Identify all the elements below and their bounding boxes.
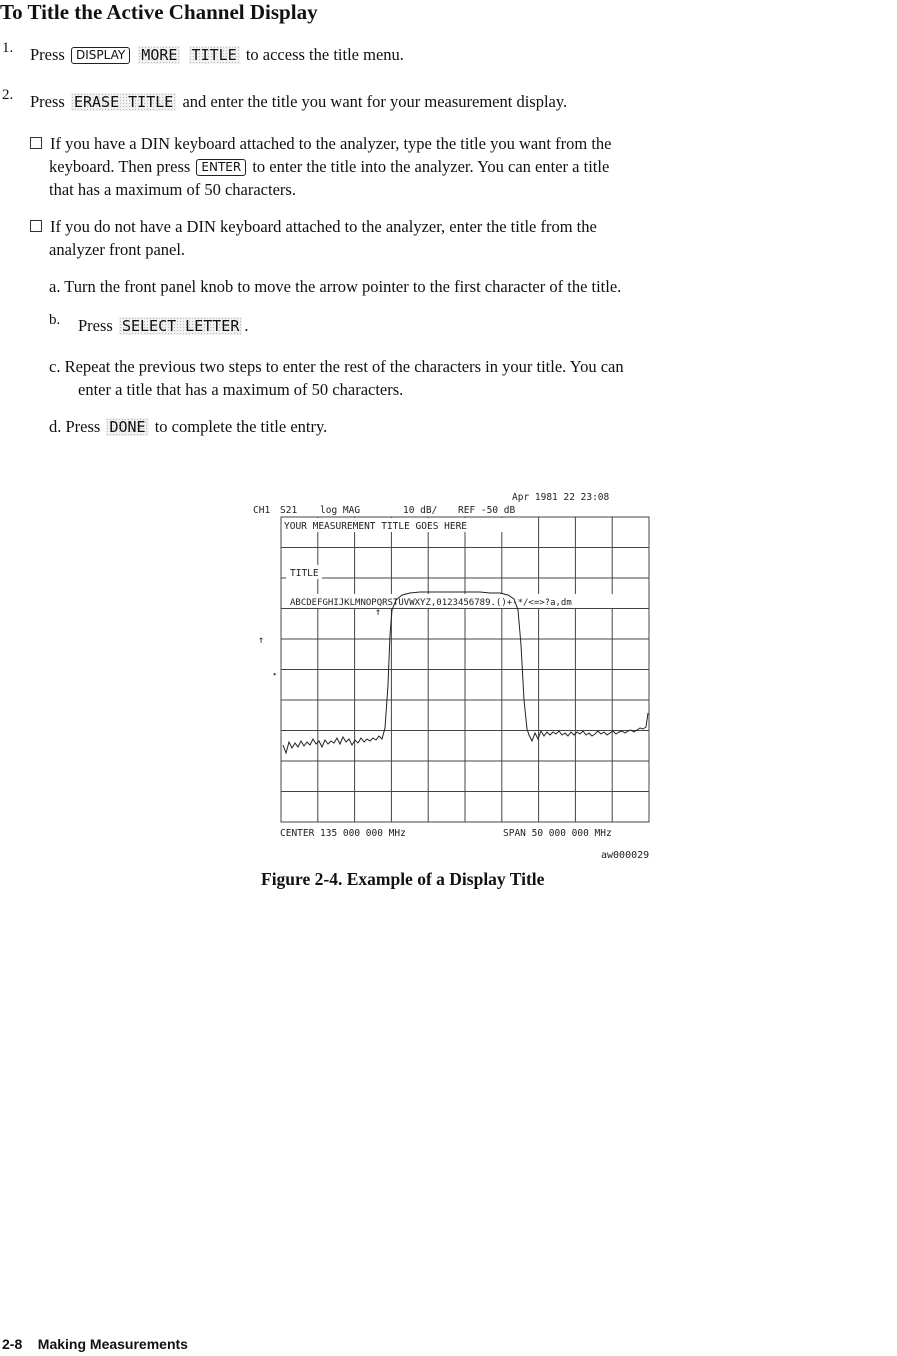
select-letter-softkey: SELECT LETTER xyxy=(119,317,242,335)
bullet-1-line-3: that has a maximum of 50 characters. xyxy=(49,180,296,199)
title-softkey: TITLE xyxy=(189,46,240,64)
section-name: Making Measurements xyxy=(37,1336,188,1352)
character-pointer-arrow: ↑ xyxy=(375,607,382,618)
reference-position-marker: ▸ xyxy=(273,670,278,678)
user-title-text: YOUR MEASUREMENT TITLE GOES HERE xyxy=(284,521,468,532)
substep-b-text: Press SELECT LETTER . xyxy=(78,316,249,335)
bullet-1-line-2: keyboard. Then press ENTER to enter the title into the analyzer. You can enter a title xyxy=(49,157,610,176)
step-1-number: 1. xyxy=(2,40,14,56)
erase-title-softkey: ERASE TITLE xyxy=(71,93,176,111)
enter-hardkey: ENTER xyxy=(196,159,246,176)
page-title: To Title the Active Channel Display xyxy=(0,0,318,24)
character-set-text: ABCDEFGHIJKLMNOPQRSTUVWXYZ,0123456789.()+-*/<=>?a,dm xyxy=(290,598,572,608)
reference-label: REF -50 dB xyxy=(458,505,516,516)
display-hardkey: DISPLAY xyxy=(71,47,130,64)
figure-caption: Figure 2-4. Example of a Display Title xyxy=(261,869,545,889)
bullet-2-line-2: analyzer front panel. xyxy=(49,240,186,259)
timestamp-text: Apr 1981 22 23:08 xyxy=(512,492,610,503)
bullet-1-line-1: If you have a DIN keyboard attached to the analyzer, type the title you want from the xyxy=(30,134,612,154)
analyzer-display-figure xyxy=(240,485,670,865)
more-softkey: MORE xyxy=(138,46,180,64)
substep-b-label: b. xyxy=(49,312,61,328)
center-frequency-label: CENTER 135 000 000 MHz xyxy=(280,828,406,839)
checkbox-bullet-icon xyxy=(30,220,42,232)
done-softkey: DONE xyxy=(106,418,148,436)
graticule xyxy=(281,517,649,822)
substep-c-line-1: c. Repeat the previous two steps to enter the rest of the characters in your title. You can xyxy=(49,357,624,376)
step-1-rest: to access the title menu. xyxy=(245,45,404,64)
format-label: log MAG xyxy=(320,505,361,516)
title-menu-label: TITLE xyxy=(290,568,319,579)
step-1-text xyxy=(30,45,404,65)
left-marker-arrow: ↑ xyxy=(258,635,265,646)
substep-d-label: d. xyxy=(49,417,62,436)
page-footer xyxy=(2,1336,188,1352)
scale-label: 10 dB/ xyxy=(403,505,438,516)
parameter-label: S21 xyxy=(280,505,298,516)
substep-c-label: c. xyxy=(49,357,61,376)
page-number: 2-8 xyxy=(2,1336,23,1352)
step-2-rest: and enter the title you want for your measurement display. xyxy=(182,92,568,111)
step-2-text xyxy=(30,92,567,112)
substep-a xyxy=(49,277,621,297)
step-2-press: Press xyxy=(30,92,65,111)
substep-c-line-2: enter a title that has a maximum of 50 characters. xyxy=(78,380,404,399)
art-id-label: aw000029 xyxy=(601,850,650,861)
span-label: SPAN 50 000 000 MHz xyxy=(503,828,612,839)
substep-d: d. Press DONE to complete the title entry. xyxy=(49,417,328,436)
substep-a-text: Turn the front panel knob to move the arrow pointer to the first character of the title. xyxy=(64,277,622,296)
step-2-number: 2. xyxy=(2,87,14,103)
channel-label: CH1 xyxy=(253,505,271,516)
step-1-press: Press xyxy=(30,45,65,64)
bullet-2-line-1: If you do not have a DIN keyboard attached to the analyzer, enter the title from the xyxy=(30,217,597,237)
checkbox-bullet-icon xyxy=(30,137,42,149)
substep-a-label: a. xyxy=(49,277,61,296)
